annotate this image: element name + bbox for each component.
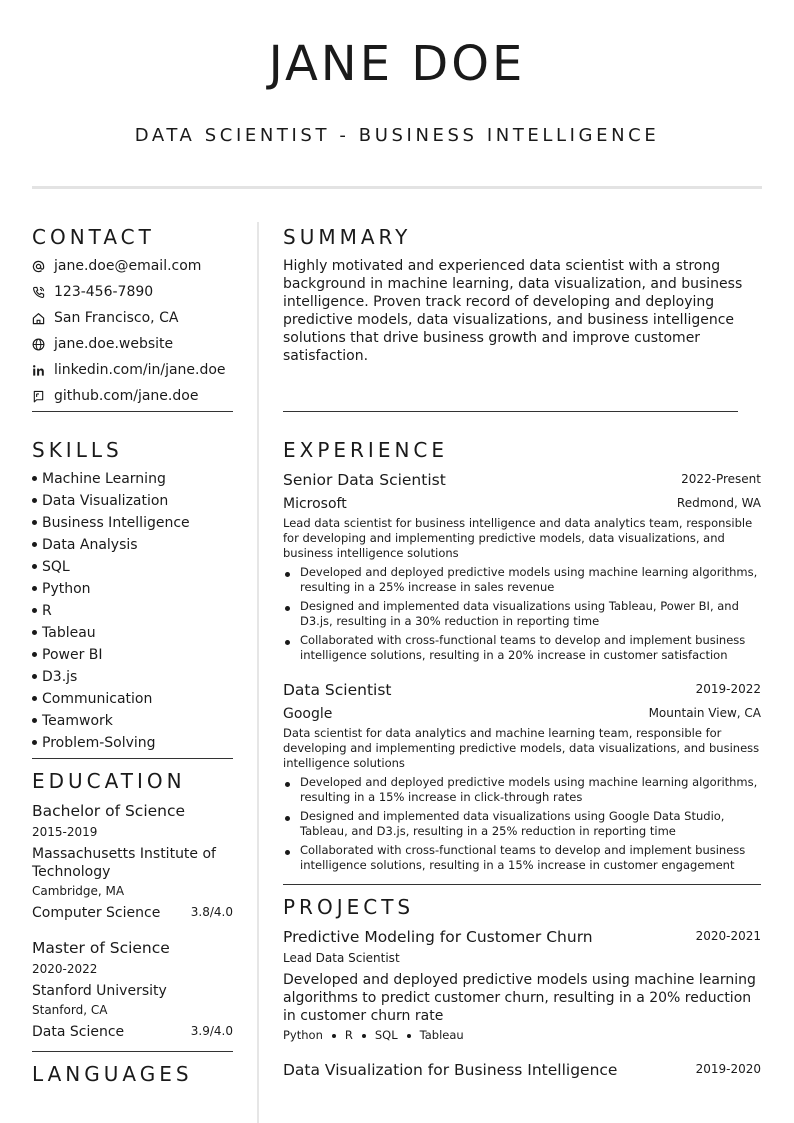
github-icon: [32, 390, 45, 403]
job-bullet: Designed and implemented data visualizations using Tableau, Power BI, and D3.js, resulting in a 30% reduction in reporting time: [283, 599, 761, 629]
contact-github[interactable]: [32, 387, 198, 405]
job-location: Redmond, WA: [676, 496, 761, 510]
project-tags: [283, 1028, 464, 1043]
project-tag: R: [344, 1028, 353, 1042]
job-bullet: Designed and implemented data visualizations using Google Data Studio, Tableau, and D3.js, resulting in a 25% reduction in reporting time: [283, 809, 761, 839]
contact-github-text: github.com/jane.doe: [54, 388, 199, 404]
edu-school: Massachusetts Institute of Technology: [32, 846, 216, 880]
contact-website-text: jane.doe.website: [54, 336, 174, 352]
job-location: Mountain View, CA: [648, 706, 761, 720]
project-name: Data Visualization for Business Intelligence: [283, 1061, 618, 1079]
skill-item: D3.js: [32, 668, 77, 686]
contact-email[interactable]: [32, 257, 201, 275]
education-divider: [32, 1051, 233, 1052]
projects-title: PROJECTS: [283, 895, 415, 919]
project-tag: SQL: [374, 1028, 398, 1042]
skill-item: Python: [32, 580, 91, 598]
project-tag: Python: [283, 1028, 323, 1042]
job-role: Data Scientist: [283, 681, 392, 699]
edu-field: Computer Science: [32, 905, 161, 921]
edu-dates: 2020-2022: [32, 962, 98, 976]
project-dates: 2020-2021: [695, 929, 761, 943]
job-dates: 2022-Present: [681, 472, 761, 486]
experience-divider: [283, 884, 761, 885]
job-company: Google: [283, 706, 333, 722]
skill-item: Machine Learning: [32, 470, 166, 488]
skill-item: Business Intelligence: [32, 514, 190, 532]
project-tag: Tableau: [419, 1028, 464, 1042]
headline: DATA SCIENTIST - BUSINESS INTELLIGENCE: [134, 125, 660, 146]
at-icon: [32, 260, 45, 273]
candidate-name: JANE DOE: [268, 36, 526, 92]
linkedin-icon: [32, 364, 45, 377]
phone-icon: [32, 286, 45, 299]
skill-item: Communication: [32, 690, 152, 708]
skill-item: R: [32, 602, 52, 620]
skill-item: Tableau: [32, 624, 96, 642]
education-title: EDUCATION: [32, 769, 186, 793]
edu-degree: Master of Science: [32, 939, 170, 957]
edu-degree: Bachelor of Science: [32, 802, 186, 820]
languages-title: LANGUAGES: [32, 1062, 193, 1086]
contact-email-text: jane.doe@email.com: [54, 258, 202, 274]
skill-item: Data Analysis: [32, 536, 138, 554]
job-company: Microsoft: [283, 496, 347, 512]
contact-website[interactable]: [32, 335, 173, 353]
project-description: Developed and deployed predictive models using machine learning algorithms to predict customer churn, resulting in a 20% reduction in customer churn rate: [283, 972, 756, 1024]
globe-icon: [32, 338, 45, 351]
skill-item: Problem-Solving: [32, 734, 156, 752]
summary-text: Highly motivated and experienced data scientist with a strong background in machine learning, data visualization, and business intelligence. Proven track record of developing and deploying predictive models, data visualizations, and business intelligence solutions that drive business growth and improve customer satisfaction.: [283, 258, 743, 364]
contact-location: [32, 309, 178, 327]
job-bullet: Developed and deployed predictive models using machine learning algorithms, resulting in a 15% increase in click-through rates: [283, 775, 761, 805]
skill-item: Power BI: [32, 646, 103, 664]
project-role: Lead Data Scientist: [283, 951, 400, 965]
job-description: Data scientist for data analytics and machine learning team, responsible for developing and implementing predictive models, data visualizations, and business intelligence solutions: [283, 726, 760, 770]
project-name: Predictive Modeling for Customer Churn: [283, 928, 593, 946]
edu-location: Cambridge, MA: [32, 884, 125, 898]
contact-phone-text: 123-456-7890: [54, 284, 154, 300]
contact-linkedin-text: linkedin.com/in/jane.doe: [54, 362, 226, 378]
project-dates: 2019-2020: [695, 1062, 761, 1076]
edu-gpa: 3.9/4.0: [190, 1024, 233, 1038]
skill-item: Data Visualization: [32, 492, 168, 510]
edu-location: Stanford, CA: [32, 1003, 108, 1017]
edu-school: Stanford University: [32, 983, 167, 999]
contact-linkedin[interactable]: [32, 361, 226, 379]
contact-phone[interactable]: [32, 283, 153, 301]
edu-field: Data Science: [32, 1024, 125, 1040]
job-bullet: Collaborated with cross-functional teams to develop and implement business intelligence solutions, resulting in a 15% increase in customer engagement: [283, 843, 761, 873]
contact-title: CONTACT: [32, 225, 155, 249]
home-icon: [32, 312, 45, 325]
skill-item: SQL: [32, 558, 70, 576]
experience-title: EXPERIENCE: [283, 438, 449, 462]
skill-item: Teamwork: [32, 712, 113, 730]
contact-location-text: San Francisco, CA: [54, 310, 179, 326]
edu-gpa: 3.8/4.0: [190, 905, 233, 919]
job-bullet: Developed and deployed predictive models using machine learning algorithms, resulting in a 25% increase in sales revenue: [283, 565, 761, 595]
skills-title: SKILLS: [32, 438, 123, 462]
job-dates: 2019-2022: [695, 682, 761, 696]
summary-title: SUMMARY: [283, 225, 412, 249]
edu-dates: 2015-2019: [32, 825, 98, 839]
job-description: Lead data scientist for business intelligence and data analytics team, responsible for developing and implementing predictive models, data visualizations, and business intelligence solutions: [283, 516, 753, 560]
contact-divider: [32, 411, 233, 412]
skills-divider: [32, 758, 233, 759]
summary-divider: [283, 411, 738, 412]
job-bullet: Collaborated with cross-functional teams to develop and implement business intelligence solutions, resulting in a 20% increase in customer satisfaction: [283, 633, 761, 663]
header-divider: [32, 186, 762, 189]
column-divider: [257, 222, 259, 1123]
job-role: Senior Data Scientist: [283, 471, 446, 489]
